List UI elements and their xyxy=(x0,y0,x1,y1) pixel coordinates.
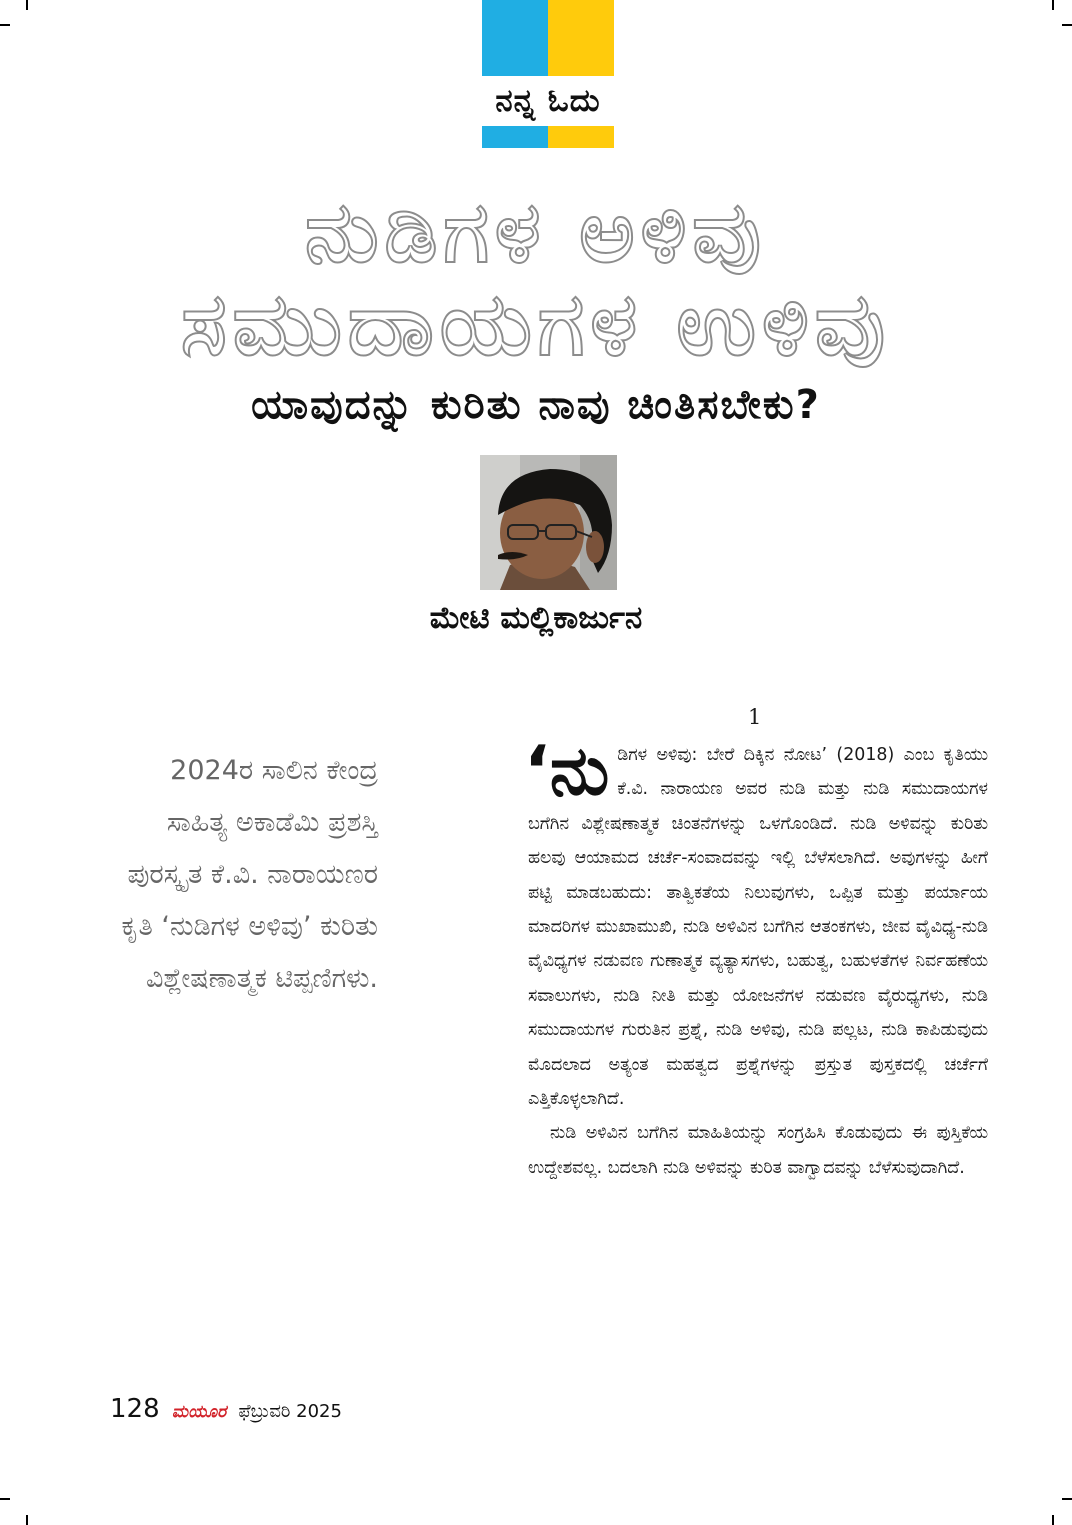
section-tag-label: ನನ್ನ ಓದು xyxy=(482,76,614,126)
tag-blue-block xyxy=(482,0,548,76)
page-footer xyxy=(110,1394,342,1424)
crop-mark xyxy=(0,1498,10,1500)
article-body xyxy=(524,732,988,1185)
page-number: 128 xyxy=(110,1394,160,1424)
drop-cap: ‘ನು xyxy=(524,732,610,811)
tag-blue-strip xyxy=(482,126,548,148)
section-tag-logo xyxy=(482,0,614,148)
crop-mark xyxy=(26,0,28,10)
crop-mark xyxy=(1062,24,1072,26)
headline-line-2: ಸಮುದಾಯಗಳ ಉಳಿವು xyxy=(181,275,891,375)
author-name: ಮೇಟಿ ಮಲ್ಲಿಕಾರ್ಜುನ xyxy=(429,600,643,636)
pull-quote: 2024ರ ಸಾಲಿನ ಕೇಂದ್ರ ಸಾಹಿತ್ಯ ಅಕಾಡೆಮಿ ಪ್ರಶಸ್ತಿ ಪುರಸ್ಕೃತ ಕೆ.ವಿ. ನಾರಾಯಣರ ಕೃತಿ ‘ನುಡಿಗಳ ಅಳಿವು’ ಕುರಿತು ವಿಶ್ಲೇಷಣಾತ್ಮಕ ಟಿಪ್ಪಣಿಗಳು. xyxy=(121,755,378,994)
issue-date: ಫೆಬ್ರುವರಿ 2025 xyxy=(238,1401,342,1422)
author-photo xyxy=(480,455,617,590)
magazine-logo: ಮಯೂರ xyxy=(171,1402,227,1422)
paragraph: ನುಡಿ ಅಳಿವಿನ ಬಗೆಗಿನ ಮಾಹಿತಿಯನ್ನು ಸಂಗ್ರಹಿಸಿ ಕೊಡುವುದು ಈ ಪುಸ್ತಿಕೆಯ ಉದ್ದೇಶವಲ್ಲ. ಬದಲಾಗಿ ನುಡಿ ಅಳಿವನ್ನು ಕುರಿತ ವಾಗ್ವಾದವನ್ನು ಬೆಳೆಸುವುದಾಗಿದೆ. xyxy=(528,1123,988,1178)
author-portrait-illustration xyxy=(480,455,617,590)
crop-mark xyxy=(1052,1515,1054,1525)
crop-mark xyxy=(1052,0,1054,10)
subtitle: ಯಾವುದನ್ನು ಕುರಿತು ನಾವು ಚಿಂತಿಸಬೇಕು? xyxy=(251,382,821,428)
crop-mark xyxy=(1062,1498,1072,1500)
paragraph-text: ಡಿಗಳ ಅಳಿವು: ಬೇರೆ ದಿಕ್ಕಿನ ನೋಟ’ (2018) ಎಂಬ ಕೃತಿಯು ಕೆ.ವಿ. ನಾರಾಯಣ ಅವರ ನುಡಿ ಮತ್ತು ನುಡಿ ಸಮುದಾಯಗಳ ಬಗೆಗಿನ ವಿಶ್ಲೇಷಣಾತ್ಮಕ ಚಿಂತನೆಗಳನ್ನು ಒಳಗೊಂಡಿದೆ. ನುಡಿ ಅಳಿವನ್ನು ಕುರಿತು ಹಲವು ಆಯಾಮದ ಚರ್ಚೆ-ಸಂವಾದವನ್ನು ಇಲ್ಲಿ ಬೆಳೆಸಲಾಗಿದೆ. ಅವುಗಳನ್ನು ಹೀಗೆ ಪಟ್ಟಿ ಮಾಡಬಹುದು: ತಾತ್ವಿಕತೆಯ ನಿಲುವುಗಳು, ಒಪ್ಪಿತ ಮತ್ತು ಪರ್ಯಾಯ ಮಾದರಿಗಳ ಮುಖಾಮುಖಿ, ನುಡಿ ಅಳಿವಿನ ಬಗೆಗಿನ ಆತಂಕಗಳು, ಜೀವ ವೈವಿಧ್ಯ-ನುಡಿ ವೈವಿಧ್ಯಗಳ ನಡುವಣ ಗುಣಾತ್ಮಕ ವ್ಯತ್ಯಾಸಗಳು, ಬಹುತ್ವ, ಬಹುಳತೆಗಳ ನಿರ್ವಹಣೆಯ ಸವಾಲುಗಳು, ನುಡಿ ನೀತಿ ಮತ್ತು ಯೋಜನೆಗಳ ನಡುವಣ ವೈರುಧ್ಯಗಳು, ನುಡಿ ಸಮುದಾಯಗಳ ಗುರುತಿನ ಪ್ರಶ್ನೆ, ನುಡಿ ಅಳಿವು, ನುಡಿ ಪಲ್ಲಟ, ನುಡಿ ಕಾಪಿಡುವುದು ಮೊದಲಾದ ಅತ್ಯಂತ ಮಹತ್ವದ ಪ್ರಶ್ನೆಗಳನ್ನು ಪ್ರಸ್ತುತ ಪುಸ್ತಕದಲ್ಲಿ ಚರ್ಚೆಗೆ ಎತ್ತಿಕೊಳ್ಳಲಾಗಿದೆ. xyxy=(528,745,988,1110)
section-number: 1 xyxy=(748,705,762,729)
crop-mark xyxy=(26,1515,28,1525)
crop-mark xyxy=(0,24,10,26)
tag-yellow-strip xyxy=(548,126,614,148)
paragraph xyxy=(524,732,988,1116)
headline-line-1: ನುಡಿಗಳ ಅಳಿವು xyxy=(305,183,767,281)
tag-yellow-block xyxy=(548,0,614,76)
